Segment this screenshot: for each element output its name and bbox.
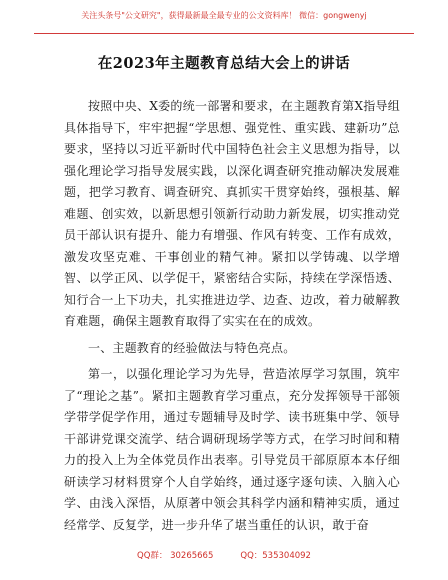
body-paragraph-first: 第一，以强化理论学习为先导，营造浓厚学习氛围，筑牢了“理论之基”。紧扣主题教育学习重点，充分发挥领导干部领学带学促学作用，通过专题辅导及时学、读书班集中学、领导干部讲党课交流学、结合调研现场学等方式，在学习时间和精力的投入上为全体党员作出表率。引导党员干部原原本本仔细研读学习材料贯穿个人自学始终，通过逐字逐句读、入脑入心学、由浅入深悟，从原著中领会其科学内涵和精神实质，通过经常学、反复学，进一步升华了堪当重任的认识，敢于奋: [64, 367, 400, 532]
document-title: 在2023年主题教育总结大会上的讲话: [97, 55, 351, 72]
footer-contact-text: QQ群： 30265665 QQ：535304092: [137, 551, 311, 561]
body-paragraph-intro: 按照中央、X委的统一部署和要求，在主题教育第X指导组具体指导下，牢牢把握“学思想、强党性、重实践、建新功”总要求，坚持以习近平新时代中国特色社会主义思想为指导，以强化理论学习指导发展实践，以深化调查研究推动解决发展难题，把学习教育、调查研究、真抓实干贯穿始终，强根基、解难题、创实效，以新思想引领新行动助力新发展，切实推动党员干部认识有提升、能力有增强、作风有转变、工作有成效，激发攻坚克难、干事创业的精气神。紧扣以学铸魂、以学增智、以学正风、以学促干，紧密结合实际，持续在学深悟透、知行合一上下功夫，扎实推进边学、边查、边改，着力破解教育难题，确保主题教育取得了实实在在的成效。: [64, 99, 400, 328]
header-divider: [34, 33, 414, 34]
header-promo-text: 关注头条号"公文研究"，获得最新最全最专业的公文资料库！ 微信：gongwenyj: [81, 11, 367, 20]
section-heading-1: 一、主题教育的经验做法与特色亮点。: [88, 340, 296, 355]
document-body: [64, 96, 400, 541]
